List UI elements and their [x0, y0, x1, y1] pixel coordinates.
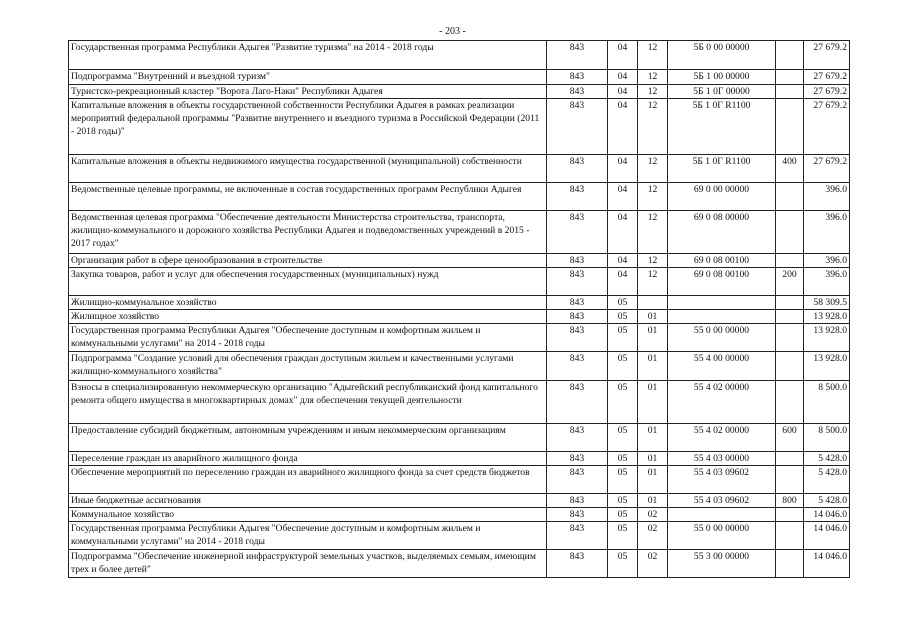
row-section-code: 05: [608, 508, 638, 522]
row-target-article-code: [668, 296, 776, 310]
row-name: Капитальные вложения в объекты государственной собственности Республики Адыгея в рамках реализации мероприятий федеральной программы "Развитие внутреннего и въездного туризма в Российской Федерации (2011 - 2018 годы)": [69, 99, 547, 155]
row-expense-type-code: [776, 508, 804, 522]
row-target-article-code: 55 4 00 00000: [668, 352, 776, 381]
row-name: Государственная программа Республики Адыгея "Обеспечение доступным и комфортным жильем и коммунальными услугами" на 2014 - 2018 годы: [69, 324, 547, 352]
row-ministry-code: 843: [547, 211, 608, 254]
row-subsection-code: 02: [638, 550, 668, 578]
table-row: [69, 424, 850, 452]
row-ministry-code: 843: [547, 550, 608, 578]
row-name: Организация работ в сфере ценообразования в строительстве: [69, 254, 547, 268]
row-section-code: 05: [608, 352, 638, 381]
row-ministry-code: 843: [547, 268, 608, 296]
table-row: [69, 183, 850, 211]
row-section-code: 04: [608, 254, 638, 268]
table-row: [69, 352, 850, 381]
table-row: [69, 155, 850, 183]
row-ministry-code: 843: [547, 522, 608, 550]
row-ministry-code: 843: [547, 254, 608, 268]
row-subsection-code: 12: [638, 70, 668, 85]
row-name: Туристско-рекреационный кластер "Ворота Лаго-Наки" Республики Адыгея: [69, 85, 547, 99]
row-name: Ведомственная целевая программа "Обеспечение деятельности Министерства строительства, транспорта, жилищно-коммунального и дорожного хозяйства Республики Адыгея и подведомственных учреждений в 2015 - 2017 годах": [69, 211, 547, 254]
row-ministry-code: 843: [547, 85, 608, 99]
table-row: [69, 452, 850, 466]
row-expense-type-code: 600: [776, 424, 804, 452]
row-subsection-code: [638, 296, 668, 310]
row-target-article-code: 69 0 08 00000: [668, 211, 776, 254]
row-target-article-code: 55 3 00 00000: [668, 550, 776, 578]
table-row: [69, 85, 850, 99]
row-expense-type-code: [776, 550, 804, 578]
row-amount: 14 046.0: [804, 550, 850, 578]
row-subsection-code: 01: [638, 452, 668, 466]
row-target-article-code: 55 0 00 00000: [668, 324, 776, 352]
row-target-article-code: 5Б 1 0Г 00000: [668, 85, 776, 99]
row-subsection-code: 12: [638, 183, 668, 211]
row-section-code: 05: [608, 452, 638, 466]
page-number: - 203 -: [439, 26, 466, 37]
row-amount: 27 679.2: [804, 85, 850, 99]
table-row: [69, 324, 850, 352]
row-name: Предоставление субсидий бюджетным, автономным учреждениям и иным некоммерческим организациям: [69, 424, 547, 452]
row-name: Взносы в специализированную некоммерческую организацию "Адыгейский республиканский фонд капитального ремонта общего имущества в многоквартирных домах" для обеспечения текущей деятельности: [69, 381, 547, 424]
table-row: [69, 550, 850, 578]
table-row: [69, 211, 850, 254]
row-ministry-code: 843: [547, 99, 608, 155]
row-expense-type-code: [776, 522, 804, 550]
table-row: [69, 466, 850, 494]
row-target-article-code: [668, 508, 776, 522]
row-name: Подпрограмма "Создание условий для обеспечения граждан доступным жильем и качественными услугами жилищно-коммунального хозяйства": [69, 352, 547, 381]
row-target-article-code: 5Б 1 0Г R1100: [668, 99, 776, 155]
row-subsection-code: 02: [638, 508, 668, 522]
row-subsection-code: 02: [638, 522, 668, 550]
row-expense-type-code: [776, 41, 804, 70]
row-expense-type-code: [776, 211, 804, 254]
row-expense-type-code: [776, 310, 804, 324]
row-name: Государственная программа Республики Адыгея "Обеспечение доступным и комфортным жильем и коммунальными услугами" на 2014 - 2018 годы: [69, 522, 547, 550]
row-section-code: 05: [608, 550, 638, 578]
row-name: Иные бюджетные ассигнования: [69, 494, 547, 508]
row-ministry-code: 843: [547, 508, 608, 522]
row-name: Жилищное хозяйство: [69, 310, 547, 324]
row-section-code: 05: [608, 324, 638, 352]
row-section-code: 05: [608, 424, 638, 452]
row-target-article-code: 55 0 00 00000: [668, 522, 776, 550]
row-ministry-code: 843: [547, 310, 608, 324]
row-ministry-code: 843: [547, 324, 608, 352]
row-target-article-code: 55 4 02 00000: [668, 424, 776, 452]
row-subsection-code: 12: [638, 211, 668, 254]
row-ministry-code: 843: [547, 352, 608, 381]
row-ministry-code: 843: [547, 424, 608, 452]
row-section-code: 04: [608, 211, 638, 254]
row-expense-type-code: 400: [776, 155, 804, 183]
table-row: [69, 296, 850, 310]
row-ministry-code: 843: [547, 183, 608, 211]
row-amount: 27 679.2: [804, 155, 850, 183]
row-amount: 5 428.0: [804, 494, 850, 508]
row-expense-type-code: [776, 296, 804, 310]
row-amount: 13 928.0: [804, 324, 850, 352]
row-section-code: 04: [608, 268, 638, 296]
row-expense-type-code: [776, 352, 804, 381]
row-name: Переселение граждан из аварийного жилищного фонда: [69, 452, 547, 466]
row-name: Ведомственные целевые программы, не включенные в состав государственных программ Республики Адыгея: [69, 183, 547, 211]
row-expense-type-code: [776, 99, 804, 155]
table-row: [69, 494, 850, 508]
row-subsection-code: 12: [638, 41, 668, 70]
row-subsection-code: 12: [638, 155, 668, 183]
row-subsection-code: 01: [638, 324, 668, 352]
row-subsection-code: 01: [638, 352, 668, 381]
row-target-article-code: 55 4 02 00000: [668, 381, 776, 424]
row-name: Капитальные вложения в объекты недвижимого имущества государственной (муниципальной) собственности: [69, 155, 547, 183]
row-subsection-code: 01: [638, 310, 668, 324]
row-name: Государственная программа Республики Адыгея "Развитие туризма" на 2014 - 2018 годы: [69, 41, 547, 70]
budget-table: [68, 40, 850, 578]
row-amount: 5 428.0: [804, 466, 850, 494]
row-subsection-code: 01: [638, 424, 668, 452]
row-ministry-code: 843: [547, 452, 608, 466]
row-subsection-code: 12: [638, 254, 668, 268]
row-amount: 13 928.0: [804, 352, 850, 381]
row-target-article-code: 55 4 03 00000: [668, 452, 776, 466]
row-expense-type-code: 800: [776, 494, 804, 508]
row-amount: 27 679.2: [804, 70, 850, 85]
row-expense-type-code: [776, 381, 804, 424]
row-expense-type-code: [776, 452, 804, 466]
row-section-code: 05: [608, 466, 638, 494]
row-section-code: 05: [608, 494, 638, 508]
row-ministry-code: 843: [547, 70, 608, 85]
row-section-code: 04: [608, 41, 638, 70]
row-section-code: 05: [608, 296, 638, 310]
row-subsection-code: 01: [638, 466, 668, 494]
row-subsection-code: 12: [638, 99, 668, 155]
row-amount: 8 500.0: [804, 381, 850, 424]
row-expense-type-code: [776, 70, 804, 85]
table-row: [69, 99, 850, 155]
row-amount: 13 928.0: [804, 310, 850, 324]
table-row: [69, 268, 850, 296]
table-row: [69, 522, 850, 550]
row-name: Подпрограмма "Обеспечение инженерной инфраструктурой земельных участков, выделяемых семьям, имеющим трех и более детей": [69, 550, 547, 578]
row-amount: 396.0: [804, 254, 850, 268]
row-amount: 27 679.2: [804, 99, 850, 155]
row-expense-type-code: [776, 466, 804, 494]
row-amount: 5 428.0: [804, 452, 850, 466]
row-name: Закупка товаров, работ и услуг для обеспечения государственных (муниципальных) нужд: [69, 268, 547, 296]
row-section-code: 04: [608, 155, 638, 183]
row-target-article-code: 5Б 0 00 00000: [668, 41, 776, 70]
row-amount: 8 500.0: [804, 424, 850, 452]
row-target-article-code: [668, 310, 776, 324]
row-subsection-code: 12: [638, 268, 668, 296]
row-ministry-code: 843: [547, 155, 608, 183]
row-name: Подпрограмма "Внутренний и въездной туризм": [69, 70, 547, 85]
row-target-article-code: 69 0 08 00100: [668, 268, 776, 296]
row-expense-type-code: [776, 183, 804, 211]
row-amount: 396.0: [804, 183, 850, 211]
row-amount: 396.0: [804, 211, 850, 254]
row-target-article-code: 5Б 1 00 00000: [668, 70, 776, 85]
table-row: [69, 70, 850, 85]
row-expense-type-code: 200: [776, 268, 804, 296]
row-expense-type-code: [776, 85, 804, 99]
row-expense-type-code: [776, 254, 804, 268]
row-target-article-code: 55 4 03 09602: [668, 494, 776, 508]
table-row: [69, 310, 850, 324]
table-row: [69, 508, 850, 522]
row-target-article-code: 69 0 00 00000: [668, 183, 776, 211]
row-subsection-code: 01: [638, 381, 668, 424]
row-amount: 27 679.2: [804, 41, 850, 70]
row-section-code: 05: [608, 381, 638, 424]
row-ministry-code: 843: [547, 296, 608, 310]
table-row: [69, 381, 850, 424]
row-amount: 14 046.0: [804, 522, 850, 550]
table-row: [69, 41, 850, 70]
row-section-code: 04: [608, 183, 638, 211]
row-amount: 14 046.0: [804, 508, 850, 522]
row-name: Коммунальное хозяйство: [69, 508, 547, 522]
row-section-code: 05: [608, 310, 638, 324]
row-amount: 396.0: [804, 268, 850, 296]
table-row: [69, 254, 850, 268]
row-name: Жилищно-коммунальное хозяйство: [69, 296, 547, 310]
row-ministry-code: 843: [547, 41, 608, 70]
row-subsection-code: 01: [638, 494, 668, 508]
row-target-article-code: 55 4 03 09602: [668, 466, 776, 494]
row-name: Обеспечение мероприятий по переселению граждан из аварийного жилищного фонда за счет средств бюджетов: [69, 466, 547, 494]
row-amount: 58 309.5: [804, 296, 850, 310]
row-section-code: 05: [608, 522, 638, 550]
row-subsection-code: 12: [638, 85, 668, 99]
row-target-article-code: 5Б 1 0Г R1100: [668, 155, 776, 183]
row-target-article-code: 69 0 08 00100: [668, 254, 776, 268]
row-ministry-code: 843: [547, 466, 608, 494]
row-section-code: 04: [608, 99, 638, 155]
row-expense-type-code: [776, 324, 804, 352]
row-section-code: 04: [608, 85, 638, 99]
row-section-code: 04: [608, 70, 638, 85]
row-ministry-code: 843: [547, 494, 608, 508]
row-ministry-code: 843: [547, 381, 608, 424]
